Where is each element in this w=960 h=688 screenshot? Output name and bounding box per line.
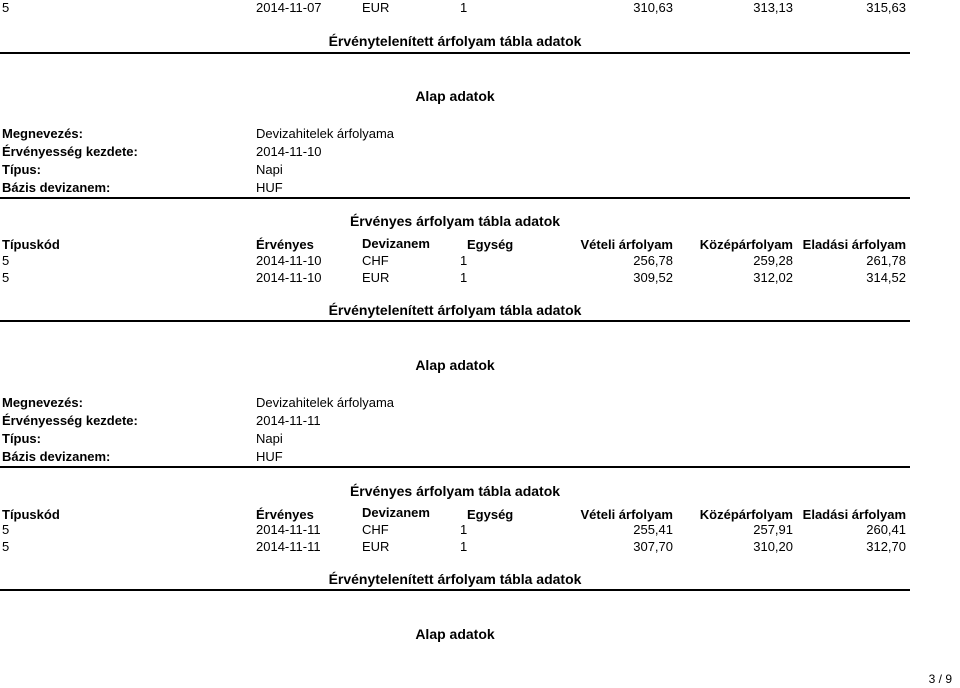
table-row-code: 5	[2, 539, 10, 554]
table-row-sell: 261,78	[866, 253, 906, 268]
invalidated-heading: Érvénytelenített árfolyam tábla adatok	[328, 33, 582, 49]
table-row-date: 2014-11-11	[256, 539, 321, 554]
table-row-unit: 1	[460, 539, 468, 554]
table-row-buy: 255,41	[633, 522, 673, 537]
table-row-date: 2014-11-11	[256, 522, 321, 537]
divider	[0, 52, 910, 54]
top-row-code: 5	[2, 0, 10, 15]
table-row-code: 5	[2, 522, 10, 537]
table-row-mid: 257,91	[753, 522, 793, 537]
col-header-unit: Egység	[467, 237, 514, 252]
base-heading: Alap adatok	[415, 88, 495, 104]
col-header-currency: Devizanem	[362, 236, 430, 251]
table-row-buy: 309,52	[633, 270, 673, 285]
divider	[0, 466, 910, 468]
valid-heading: Érvényes árfolyam tábla adatok	[349, 483, 561, 499]
col-header-date: Érvényes	[256, 507, 314, 522]
divider	[0, 589, 910, 591]
col-header-unit: Egység	[467, 507, 514, 522]
table-row-date: 2014-11-10	[256, 253, 322, 268]
divider	[0, 197, 910, 199]
type-label: Típus:	[2, 162, 41, 177]
table-row-sell: 260,41	[866, 522, 906, 537]
table-row-currency: EUR	[362, 270, 390, 285]
valid-from-label: Érvényesség kezdete:	[2, 144, 138, 159]
divider	[0, 320, 910, 322]
top-row-currency: EUR	[362, 0, 390, 15]
base-heading: Alap adatok	[415, 357, 495, 373]
invalidated-heading: Érvénytelenített árfolyam tábla adatok	[328, 302, 582, 318]
col-header-buy: Vételi árfolyam	[580, 237, 673, 252]
table-row-sell: 314,52	[866, 270, 906, 285]
top-row-sell: 315,63	[866, 0, 906, 15]
top-row-mid: 313,13	[753, 0, 793, 15]
table-row-mid: 259,28	[753, 253, 793, 268]
name-value: Devizahitelek árfolyama	[256, 395, 395, 410]
table-row-currency: EUR	[362, 539, 390, 554]
col-header-code: Típuskód	[2, 237, 60, 252]
table-row-unit: 1	[460, 522, 468, 537]
valid-from-value: 2014-11-10	[256, 144, 322, 159]
col-header-buy: Vételi árfolyam	[580, 507, 673, 522]
table-row-unit: 1	[460, 270, 468, 285]
col-header-sell: Eladási árfolyam	[802, 507, 906, 522]
table-row-buy: 307,70	[633, 539, 673, 554]
col-header-mid: Középárfolyam	[699, 237, 793, 252]
valid-from-value: 2014-11-11	[256, 413, 321, 428]
col-header-currency: Devizanem	[362, 505, 430, 520]
table-row-sell: 312,70	[866, 539, 906, 554]
col-header-date: Érvényes	[256, 237, 314, 252]
base-currency-label: Bázis devizanem:	[2, 180, 111, 195]
type-label: Típus:	[2, 431, 41, 446]
type-value: Napi	[256, 162, 283, 177]
name-label: Megnevezés:	[2, 126, 83, 141]
valid-heading: Érvényes árfolyam tábla adatok	[349, 213, 561, 229]
name-label: Megnevezés:	[2, 395, 83, 410]
col-header-sell: Eladási árfolyam	[802, 237, 906, 252]
base-currency-value: HUF	[256, 180, 283, 195]
table-row-code: 5	[2, 253, 10, 268]
page-number: 3 / 9	[928, 672, 952, 686]
table-row-date: 2014-11-10	[256, 270, 322, 285]
invalidated-heading: Érvénytelenített árfolyam tábla adatok	[328, 571, 582, 587]
table-row-mid: 312,02	[753, 270, 793, 285]
table-row-mid: 310,20	[753, 539, 793, 554]
base-currency-value: HUF	[256, 449, 283, 464]
top-row-unit: 1	[460, 0, 468, 15]
col-header-mid: Középárfolyam	[699, 507, 793, 522]
type-value: Napi	[256, 431, 283, 446]
name-value: Devizahitelek árfolyama	[256, 126, 395, 141]
top-row-buy: 310,63	[633, 0, 673, 15]
top-row-date: 2014-11-07	[256, 0, 322, 15]
table-row-code: 5	[2, 270, 10, 285]
col-header-code: Típuskód	[2, 507, 60, 522]
table-row-currency: CHF	[362, 522, 389, 537]
base-heading: Alap adatok	[415, 626, 495, 642]
base-currency-label: Bázis devizanem:	[2, 449, 111, 464]
table-row-unit: 1	[460, 253, 468, 268]
table-row-currency: CHF	[362, 253, 389, 268]
valid-from-label: Érvényesség kezdete:	[2, 413, 138, 428]
table-row-buy: 256,78	[633, 253, 673, 268]
